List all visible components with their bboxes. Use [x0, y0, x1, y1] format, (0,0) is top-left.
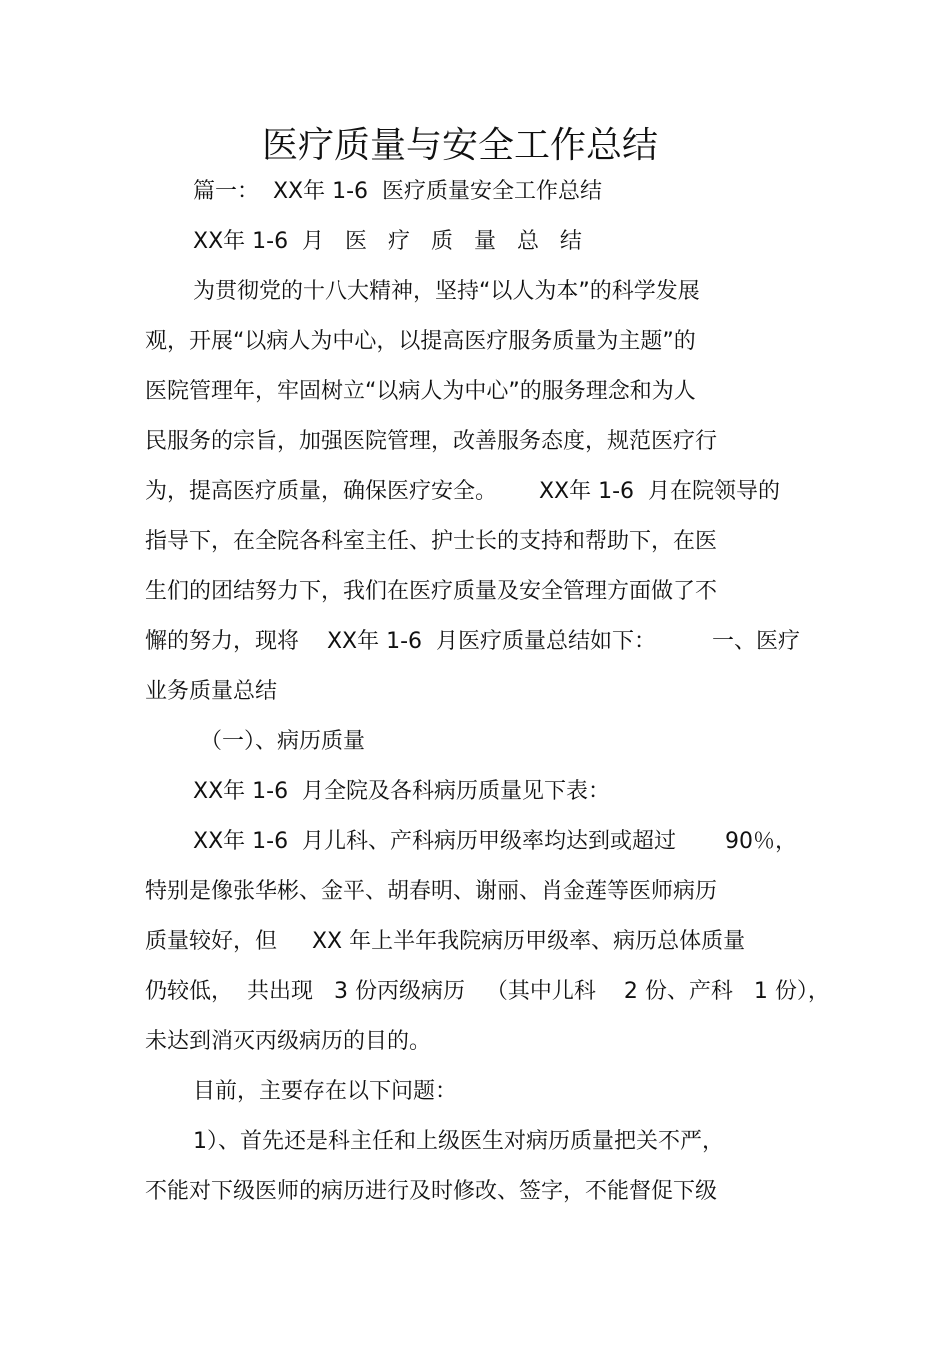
paragraph-line: 为贯彻党的十八大精神，坚持“以人为本”的科学发展	[193, 279, 700, 304]
paragraph-line: 懈的努力，现将 XX年 1-6 月医疗质量总结如下： 一、医疗	[145, 629, 800, 654]
paragraph-line: 指导下，在全院各科室主任、护士长的支持和帮助下，在医	[145, 529, 718, 554]
paragraph-line: 民服务的宗旨，加强医院管理，改善服务态度，规范医疗行	[145, 429, 718, 454]
paragraph-line: 1）、首先还是科主任和上级医生对病历质量把关不严，	[193, 1129, 724, 1154]
paragraph-line: 未达到消灭丙级病历的目的。	[145, 1029, 432, 1054]
paragraph-line: XX年 1-6 月全院及各科病历质量见下表：	[193, 779, 611, 804]
paragraph-line: 目前，主要存在以下问题：	[193, 1079, 458, 1104]
paragraph-line: 特别是像张华彬、金平、胡春明、谢丽、肖金莲等医师病历	[145, 879, 718, 904]
document-title: 医疗质量与安全工作总结	[261, 125, 658, 166]
subsection-heading: （一）、病历质量	[200, 729, 366, 754]
paragraph-line: 生们的团结努力下，我们在医疗质量及安全管理方面做了不	[145, 579, 718, 604]
paragraph-line: 质量较好，但 XX 年上半年我院病历甲级率、病历总体质量	[145, 929, 746, 954]
section-heading-line: XX年 1-6 月 医 疗 质 量 总 结	[193, 229, 582, 254]
paragraph-line: 业务质量总结	[145, 679, 278, 704]
paragraph-line: XX年 1-6 月儿科、产科病历甲级率均达到或超过 90％，	[193, 829, 798, 854]
paragraph-line: 观，开展“以病人为中心，以提高医疗服务质量为主题”的	[145, 329, 696, 354]
paragraph-line: 仍较低， 共出现 3 份丙级病历 （其中儿科 2 份、产科 1 份），	[145, 979, 830, 1004]
paragraph-line: 医院管理年，牢固树立“以病人为中心”的服务理念和为人	[145, 379, 696, 404]
subtitle-line: 篇一： XX年 1-6 医疗质量安全工作总结	[193, 179, 603, 204]
paragraph-line: 不能对下级医师的病历进行及时修改、签字，不能督促下级	[145, 1179, 718, 1204]
paragraph-line: 为，提高医疗质量，确保医疗安全。 XX年 1-6 月在院领导的	[145, 479, 781, 504]
